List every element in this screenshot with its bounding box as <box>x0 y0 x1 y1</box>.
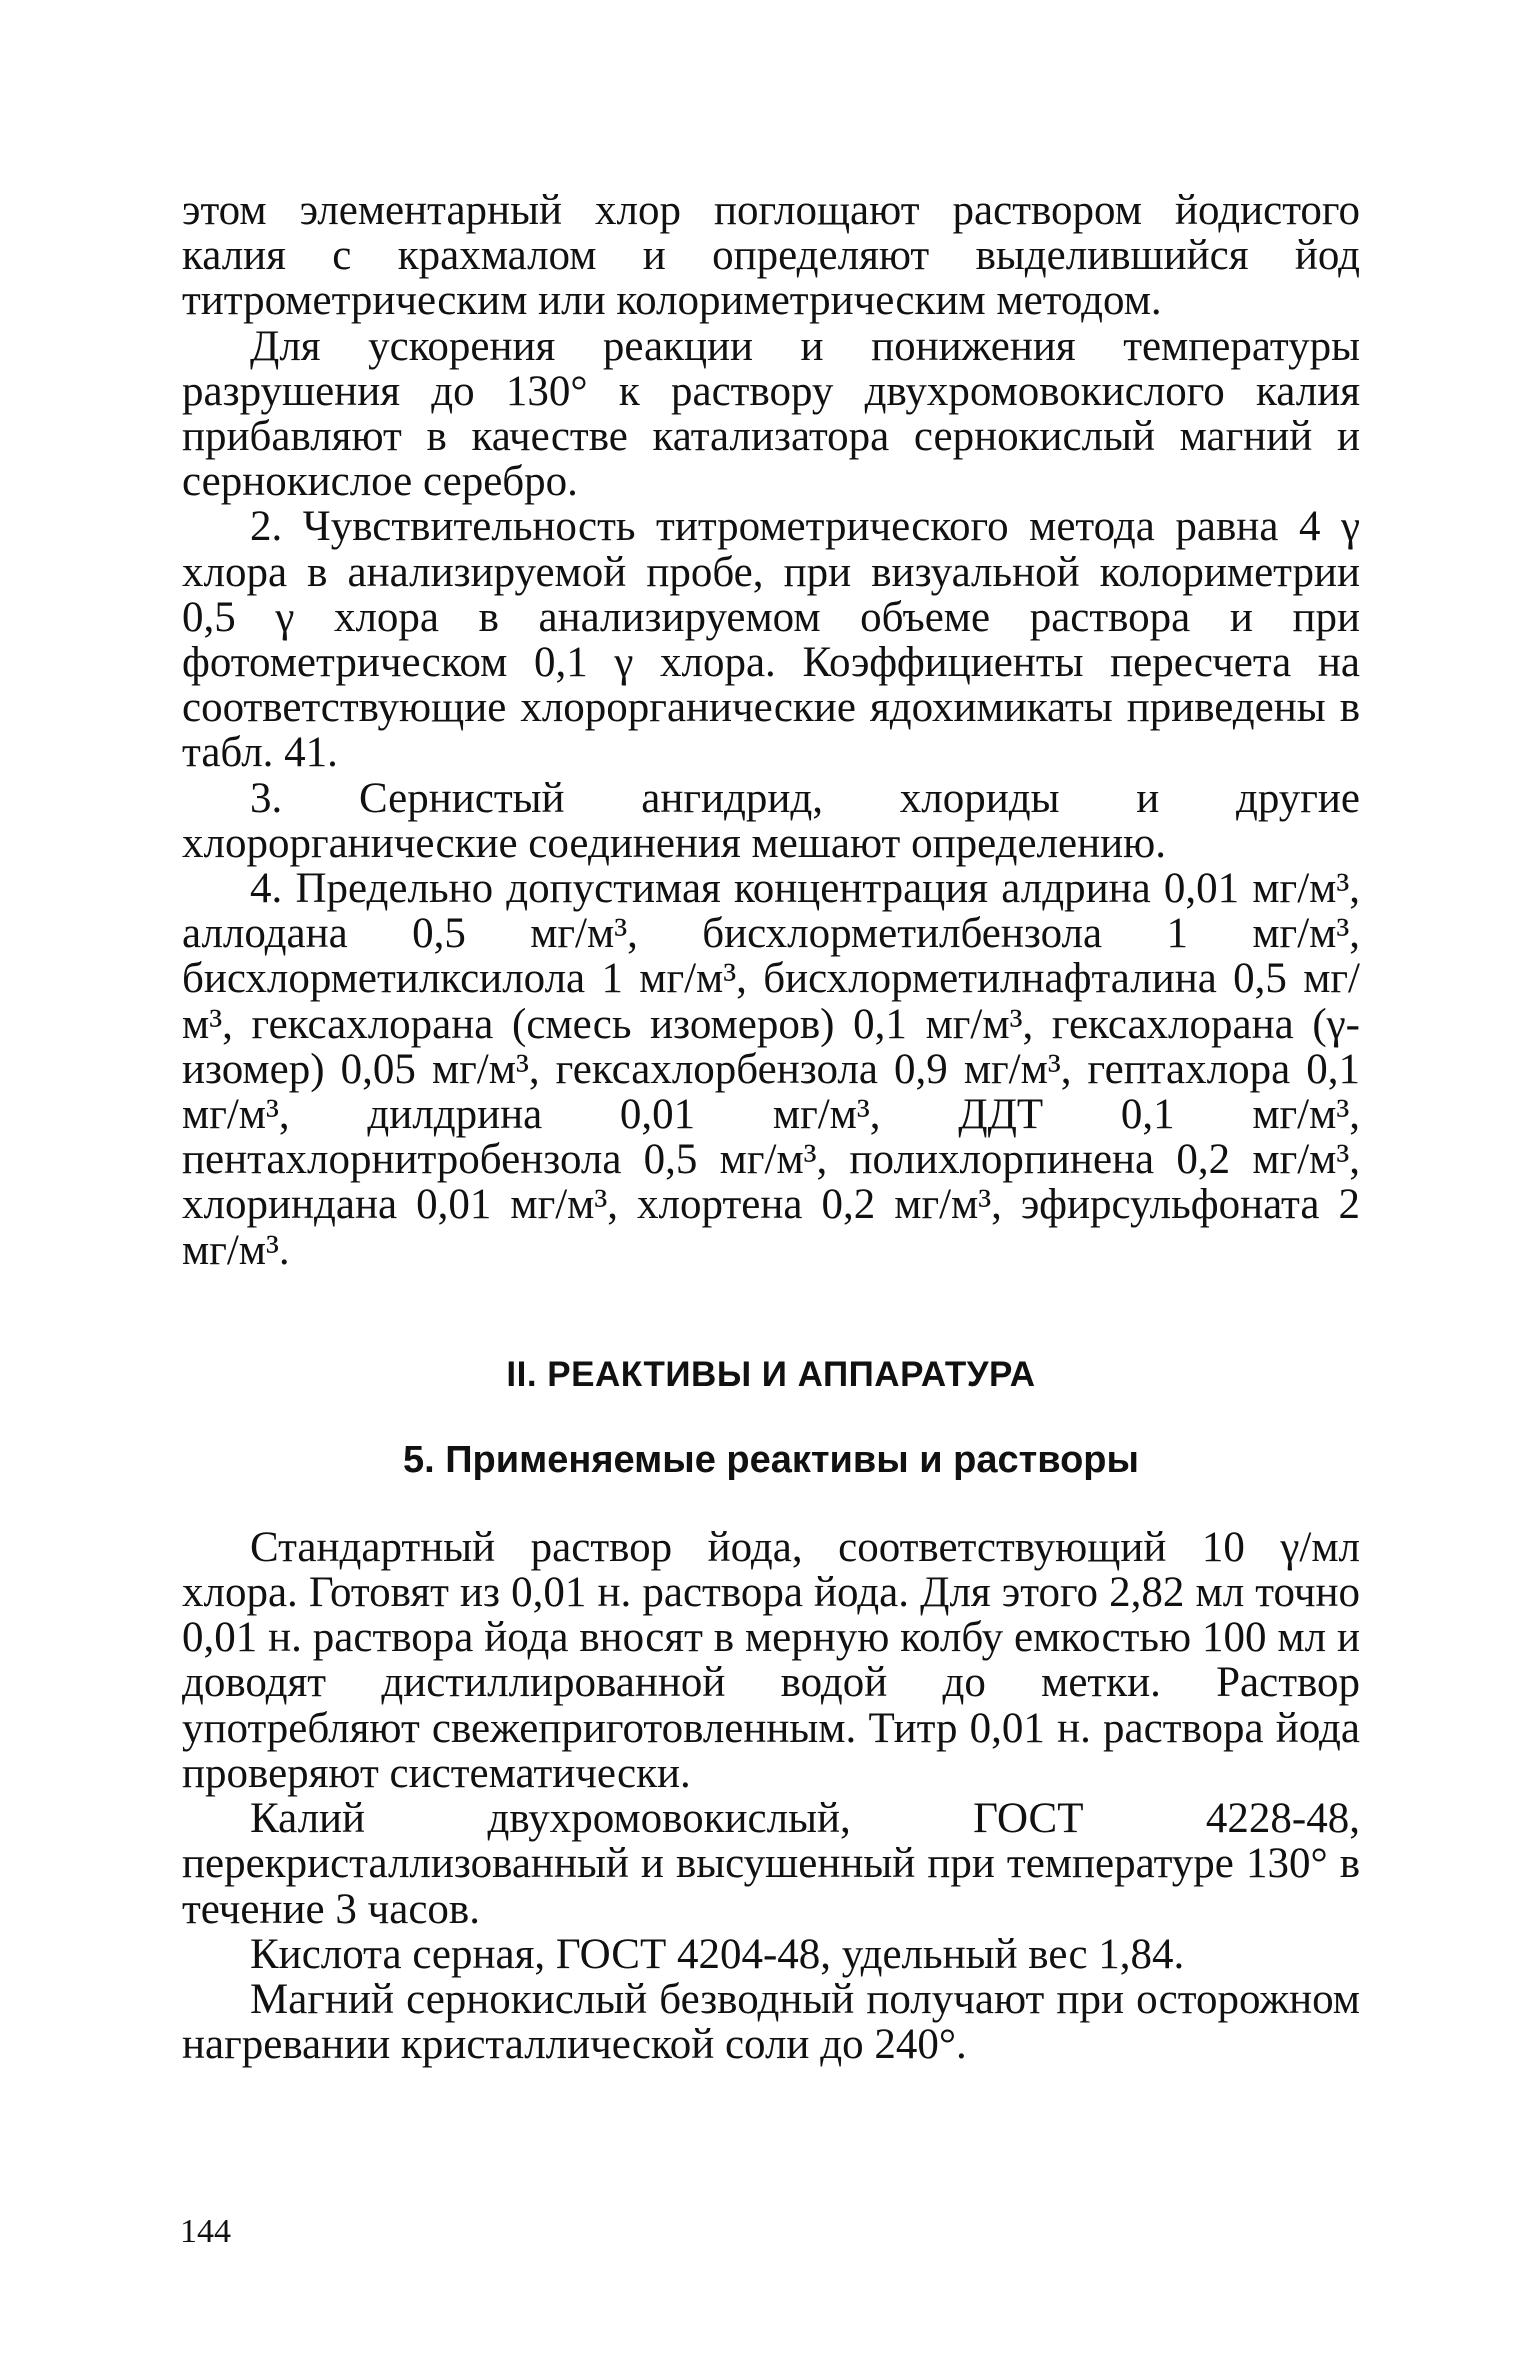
section-title: II. РЕАКТИВЫ И АППАРАТУРА <box>506 1354 1036 1394</box>
page-number: 144 <box>180 2213 231 2250</box>
paragraph-continuation: этом элементарный хлор поглощают раствором йодистого калия с крахмалом и определяют выделившийся йод титрометрическим или колориметрическим методом. <box>182 187 1360 325</box>
paragraph-sensitivity: 2. Чувствительность титрометрического метода равна 4 γ хлора в анализируемой пробе, при визуальной колориметрии 0,5 γ хлора в анализируемом объеме раствора и при фотометрическом 0,1 γ хлора. Коэффициенты пересчета на соответствующие хлорорганические ядохимикаты приведены в табл. 41. <box>182 503 1360 777</box>
paragraph-interference: 3. Сернистый ангидрид, хлориды и другие хлорорганические соединения мешают определению. <box>182 774 1360 867</box>
paragraph-catalyst: Для ускорения реакции и понижения температуры разрушения до 130° к раствору двухромовокислого калия прибавляют в качестве катализатора сернокислый магний и сернокислое серебро. <box>182 322 1360 506</box>
paragraph-iodine-solution: Стандартный раствор йода, соответствующий 10 γ/мл хлора. Готовят из 0,01 н. раствора йода. Для этого 2,82 мл точно 0,01 н. раствора йода вносят в мерную колбу емкостью 100 мл и доводят дистиллированной водой до метки. Раствор употребляют свежеприготовленным. Титр 0,01 н. раствора йода проверяют систематически. <box>182 1523 1360 1797</box>
paragraph-magnesium-sulfate: Магний сернокислый безводный получают при осторожном нагревании кристаллической соли до 240°. <box>182 1975 1360 2069</box>
subsection-title: 5. Применяемые реактивы и растворы <box>403 1438 1139 1481</box>
paragraph-sulfuric-acid: Кислота серная, ГОСТ 4204-48, удельный вес 1,84. <box>250 1930 1185 1978</box>
paragraph-potassium-dichromate: Калий двухромовокислый, ГОСТ 4228-48, перекристаллизованный и высушенный при температуре 130° в течение 3 часов. <box>182 1795 1360 1933</box>
paragraph-concentration: 4. Предельно допустимая концентрация алдрина 0,01 мг/м³, аллодана 0,5 мг/м³, бисхлорметилбензола 1 мг/м³, бисхлорметилксилола 1 мг/м³, бисхлорметилнафталина 0,5 мг/м³, гексахлорана (смесь изомеров) 0,1 мг/м³, гексахлорана (γ-изомер) 0,05 мг/м³, гексахлорбензола 0,9 мг/м³, гептахлора 0,1 мг/м³, дилдрина 0,01 мг/м³, ДДТ 0,1 мг/м³, пентахлорнитробензола 0,5 мг/м³, полихлорпинена 0,2 мг/м³, хлориндана 0,01 мг/м³, хлортена 0,2 мг/м³, эфирсульфоната 2 мг/м³. <box>182 865 1360 1274</box>
page-body <box>182 188 1360 2067</box>
